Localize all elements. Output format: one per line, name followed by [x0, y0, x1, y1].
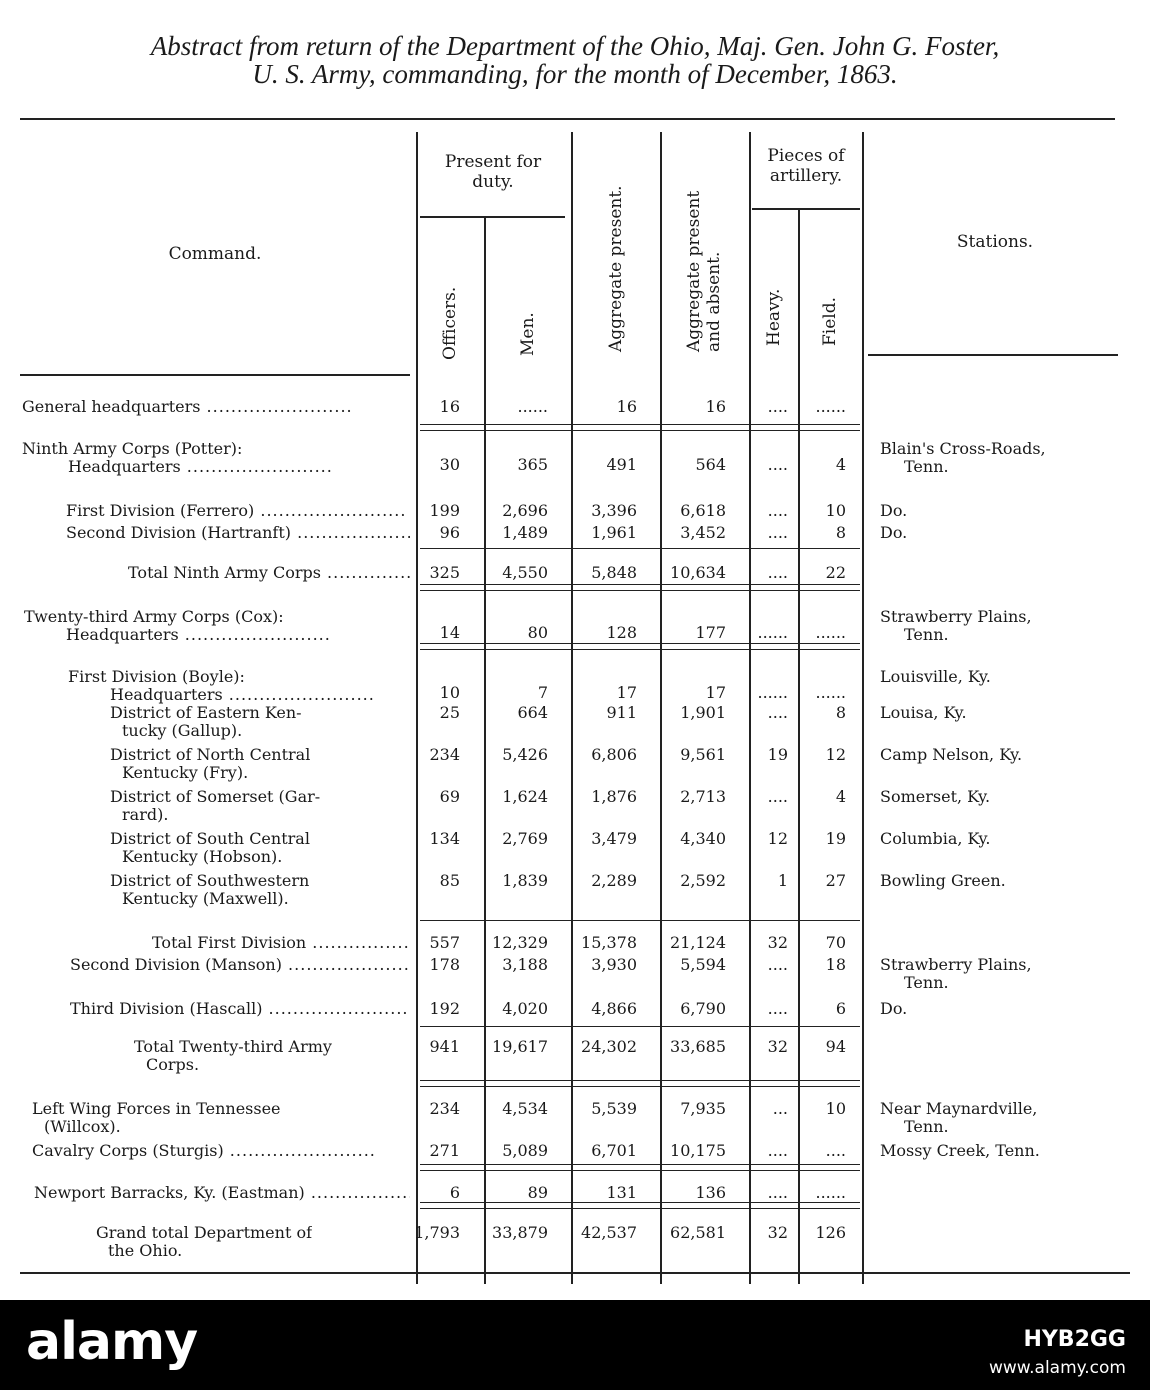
- station-cell: Tenn.: [904, 626, 949, 644]
- men-cell: 19,617: [492, 1037, 548, 1056]
- heavy-cell: ....: [767, 703, 788, 722]
- heavy-cell: 1: [777, 871, 788, 890]
- section-rule: [420, 590, 860, 591]
- agg-cell: 3,930: [591, 955, 637, 974]
- section-rule: [420, 548, 860, 549]
- agg_pa-cell: 4,340: [680, 829, 726, 848]
- officers-cell: 14: [439, 623, 460, 642]
- command-cell: District of South Central: [110, 830, 310, 848]
- field-cell: 27: [825, 871, 846, 890]
- header-men: Men.: [518, 312, 538, 356]
- station-cell: Mossy Creek, Tenn.: [880, 1142, 1040, 1160]
- field-cell: 4: [835, 455, 846, 474]
- agg_pa-cell: 6,618: [680, 501, 726, 520]
- men-cell: 365: [517, 455, 548, 474]
- agg-cell: 3,479: [591, 829, 637, 848]
- station-cell: Tenn.: [904, 1118, 949, 1136]
- footer-identifiers: [989, 1326, 1126, 1382]
- header-aggregate-present-absent-line-1: Aggregate present: [684, 190, 704, 352]
- agg-cell: 3,396: [591, 501, 637, 520]
- header-aggregate-present-absent-line-2: and absent.: [704, 251, 724, 352]
- men-cell: 664: [517, 703, 548, 722]
- men-cell: 1,489: [502, 523, 548, 542]
- command-cell: District of Eastern Ken-: [110, 704, 302, 722]
- agg-cell: 6,806: [591, 745, 637, 764]
- agg_pa-cell: 17: [705, 683, 726, 702]
- section-rule: [420, 920, 860, 921]
- agg_pa-cell: 33,685: [670, 1037, 726, 1056]
- field-cell: 19: [825, 829, 846, 848]
- officers-cell: 16: [439, 397, 460, 416]
- agg-cell: 24,302: [581, 1037, 637, 1056]
- header-aggregate-present: Aggregate present.: [606, 185, 626, 352]
- officers-cell: 234: [429, 745, 460, 764]
- heavy-cell: ....: [767, 501, 788, 520]
- station-cell: Strawberry Plains,: [880, 956, 1032, 974]
- men-cell: 2,769: [502, 829, 548, 848]
- command-cell: Second Division (Hartranft) .....: [66, 524, 410, 542]
- agg_pa-cell: 1,901: [680, 703, 726, 722]
- men-cell: 7: [537, 683, 548, 702]
- agg-cell: 15,378: [581, 933, 637, 952]
- station-cell: Tenn.: [904, 974, 949, 992]
- command-cell: Kentucky (Hobson).: [122, 848, 283, 866]
- station-cell: Bowling Green.: [880, 872, 1006, 890]
- command-cell: Cavalry Corps (Sturgis) .....: [32, 1142, 376, 1160]
- station-cell: Louisa, Ky.: [880, 704, 967, 722]
- men-cell: 33,879: [492, 1223, 548, 1242]
- heavy-cell: ....: [767, 563, 788, 582]
- agg-cell: 16: [616, 397, 637, 416]
- command-cell: Grand total Department of: [96, 1224, 313, 1242]
- agg_pa-cell: 16: [705, 397, 726, 416]
- men-cell: 4,550: [502, 563, 548, 582]
- command-cell: Second Division (Manson) .....: [70, 956, 410, 974]
- agg-cell: 2,289: [591, 871, 637, 890]
- field-cell: 6: [835, 999, 846, 1018]
- heavy-cell: ....: [767, 1141, 788, 1160]
- field-cell: 8: [835, 703, 846, 722]
- agg-cell: 491: [606, 455, 637, 474]
- command-cell: Headquarters .....: [110, 686, 375, 704]
- agg-cell: 4,866: [591, 999, 637, 1018]
- field-cell: ......: [815, 397, 846, 416]
- officers-cell: 96: [439, 523, 460, 542]
- field-cell: 70: [825, 933, 846, 952]
- section-rule: [420, 1202, 860, 1203]
- document-title-line-2: U. S. Army, commanding, for the month of December, 1863.: [252, 59, 898, 89]
- section-rule: [420, 1170, 860, 1171]
- station-cell: Do.: [880, 502, 908, 520]
- officers-cell: 134: [429, 829, 460, 848]
- header-field: Field.: [820, 296, 840, 346]
- command-cell: District of North Central: [110, 746, 311, 764]
- command-cell: Twenty-third Army Corps (Cox):: [24, 608, 284, 626]
- station-cell: Near Maynardville,: [880, 1100, 1038, 1118]
- officers-cell: 941: [429, 1037, 460, 1056]
- agg-cell: 1,876: [591, 787, 637, 806]
- heavy-cell: ....: [767, 787, 788, 806]
- command-cell: District of Somerset (Gar-: [110, 788, 321, 806]
- agg_pa-cell: 564: [695, 455, 726, 474]
- officers-cell: 25: [439, 703, 460, 722]
- agg-cell: 6,701: [591, 1141, 637, 1160]
- station-cell: Strawberry Plains,: [880, 608, 1032, 626]
- command-cell: tucky (Gallup).: [122, 722, 243, 740]
- officers-cell: 199: [429, 501, 460, 520]
- agg-cell: 131: [606, 1183, 637, 1202]
- field-cell: 126: [815, 1223, 846, 1242]
- station-cell: Somerset, Ky.: [880, 788, 991, 806]
- station-cell: Do.: [880, 1000, 908, 1018]
- section-rule: [420, 1026, 860, 1027]
- officers-cell: 178: [429, 955, 460, 974]
- agg-cell: 42,537: [581, 1223, 637, 1242]
- agg_pa-cell: 6,790: [680, 999, 726, 1018]
- station-cell: Camp Nelson, Ky.: [880, 746, 1023, 764]
- officers-cell: 85: [439, 871, 460, 890]
- command-cell: rard).: [122, 806, 169, 824]
- men-cell: 5,426: [502, 745, 548, 764]
- command-cell: General headquarters .....: [22, 398, 353, 416]
- agg_pa-cell: 2,592: [680, 871, 726, 890]
- agg_pa-cell: 10,634: [670, 563, 726, 582]
- officers-cell: 192: [429, 999, 460, 1018]
- command-cell: District of Southwestern: [110, 872, 310, 890]
- agg-cell: 5,539: [591, 1099, 637, 1118]
- men-cell: 80: [527, 623, 548, 642]
- heavy-cell: ......: [757, 623, 788, 642]
- heavy-cell: 19: [767, 745, 788, 764]
- agg-cell: 128: [606, 623, 637, 642]
- agg_pa-cell: 2,713: [680, 787, 726, 806]
- agg-cell: 1,961: [591, 523, 637, 542]
- header-command: Command.: [168, 244, 262, 264]
- field-cell: 12: [825, 745, 846, 764]
- agg_pa-cell: 177: [695, 623, 726, 642]
- command-cell: the Ohio.: [108, 1242, 183, 1260]
- agg_pa-cell: 3,452: [680, 523, 726, 542]
- command-cell: Left Wing Forces in Tennessee: [32, 1100, 281, 1118]
- section-rule: [420, 1164, 860, 1165]
- command-cell: Total First Division .....: [152, 934, 410, 952]
- officers-cell: 1,793: [414, 1223, 460, 1242]
- agg_pa-cell: 21,124: [670, 933, 726, 952]
- field-cell: 94: [825, 1037, 846, 1056]
- officers-cell: 557: [429, 933, 460, 952]
- agg_pa-cell: 10,175: [670, 1141, 726, 1160]
- officers-cell: 30: [439, 455, 460, 474]
- present-for-duty-rule: [420, 216, 565, 218]
- agg_pa-cell: 5,594: [680, 955, 726, 974]
- agg-cell: 17: [616, 683, 637, 702]
- field-cell: ......: [815, 1183, 846, 1202]
- field-cell: 22: [825, 563, 846, 582]
- officers-cell: 325: [429, 563, 460, 582]
- heavy-cell: ....: [767, 455, 788, 474]
- heavy-cell: 32: [767, 933, 788, 952]
- agg_pa-cell: 62,581: [670, 1223, 726, 1242]
- command-cell: Ninth Army Corps (Potter):: [22, 440, 243, 458]
- station-cell: Blain's Cross-Roads,: [880, 440, 1046, 458]
- field-cell: ......: [815, 623, 846, 642]
- header-artillery-line-2: artillery.: [769, 166, 843, 186]
- men-cell: 1,624: [502, 787, 548, 806]
- section-rule: [420, 643, 860, 644]
- men-cell: 5,089: [502, 1141, 548, 1160]
- section-rule: [420, 1086, 860, 1087]
- men-cell: 89: [527, 1183, 548, 1202]
- command-cell: Corps.: [146, 1056, 200, 1074]
- command-cell: First Division (Boyle):: [68, 668, 245, 686]
- men-cell: 2,696: [502, 501, 548, 520]
- agg_pa-cell: 136: [695, 1183, 726, 1202]
- heavy-cell: ....: [767, 999, 788, 1018]
- command-cell: Kentucky (Maxwell).: [122, 890, 289, 908]
- field-cell: 8: [835, 523, 846, 542]
- section-rule: [420, 584, 860, 585]
- officers-cell: 271: [429, 1141, 460, 1160]
- table-top-rule: [20, 118, 1115, 120]
- command-cell: First Division (Ferrero) .....: [66, 502, 406, 520]
- header-stations: Stations.: [956, 232, 1034, 252]
- heavy-cell: 12: [767, 829, 788, 848]
- heavy-cell: ....: [767, 955, 788, 974]
- heavy-cell: 32: [767, 1037, 788, 1056]
- men-cell: 12,329: [492, 933, 548, 952]
- section-rule: [420, 1080, 860, 1081]
- heavy-cell: 32: [767, 1223, 788, 1242]
- header-present-for-duty-line-2: duty.: [472, 172, 514, 192]
- command-cell: Newport Barracks, Ky. (Eastman) .....: [34, 1184, 410, 1202]
- document-title-line-1: Abstract from return of the Department of the Ohio, Maj. Gen. John G. Foster,: [150, 31, 1000, 61]
- men-cell: 3,188: [502, 955, 548, 974]
- section-rule: [420, 424, 860, 425]
- heavy-cell: ...: [772, 1099, 788, 1118]
- section-rule: [420, 1208, 860, 1209]
- field-cell: 10: [825, 1099, 846, 1118]
- agg-cell: 5,848: [591, 563, 637, 582]
- men-cell: 4,020: [502, 999, 548, 1018]
- command-cell: Headquarters .....: [66, 626, 331, 644]
- heavy-cell: ....: [767, 1183, 788, 1202]
- officers-cell: 69: [439, 787, 460, 806]
- field-cell: 4: [835, 787, 846, 806]
- section-rule: [420, 430, 860, 431]
- field-cell: 18: [825, 955, 846, 974]
- artillery-rule: [752, 208, 860, 210]
- command-cell: Total Ninth Army Corps .....: [128, 564, 410, 582]
- brand-logo: alamy: [26, 1312, 198, 1372]
- men-cell: 1,839: [502, 871, 548, 890]
- station-cell: Do.: [880, 524, 908, 542]
- field-cell: ......: [815, 683, 846, 702]
- station-cell: Columbia, Ky.: [880, 830, 991, 848]
- agg-cell: 911: [606, 703, 637, 722]
- men-cell: 4,534: [502, 1099, 548, 1118]
- header-present-for-duty-line-1: Present for: [444, 152, 542, 172]
- command-cell: Third Division (Hascall) .....: [70, 1000, 410, 1018]
- station-cell: Tenn.: [904, 458, 949, 476]
- men-cell: ......: [517, 397, 548, 416]
- header-artillery-line-1: Pieces of: [767, 146, 845, 166]
- header-bottom-rule-right: [868, 354, 1118, 356]
- heavy-cell: ....: [767, 523, 788, 542]
- officers-cell: 234: [429, 1099, 460, 1118]
- col-divider-7: [862, 132, 864, 1284]
- command-cell: Headquarters .....: [68, 458, 333, 476]
- image-id: HYB2GG: [1023, 1327, 1126, 1352]
- heavy-cell: ......: [757, 683, 788, 702]
- header-heavy: Heavy.: [764, 288, 784, 346]
- agg_pa-cell: 9,561: [680, 745, 726, 764]
- command-cell: (Willcox).: [44, 1118, 121, 1136]
- field-cell: ....: [825, 1141, 846, 1160]
- agg_pa-cell: 7,935: [680, 1099, 726, 1118]
- station-cell: Louisville, Ky.: [880, 668, 991, 686]
- officers-cell: 6: [449, 1183, 460, 1202]
- header-bottom-rule-left: [20, 374, 410, 376]
- site-url: www.alamy.com: [988, 1358, 1126, 1378]
- command-cell: Total Twenty-third Army: [134, 1038, 332, 1056]
- section-rule: [420, 649, 860, 650]
- table-bottom-rule: [20, 1272, 1130, 1274]
- field-cell: 10: [825, 501, 846, 520]
- header-officers: Officers.: [440, 286, 460, 360]
- officers-cell: 10: [439, 683, 460, 702]
- command-cell: Kentucky (Fry).: [122, 764, 249, 782]
- heavy-cell: ....: [767, 397, 788, 416]
